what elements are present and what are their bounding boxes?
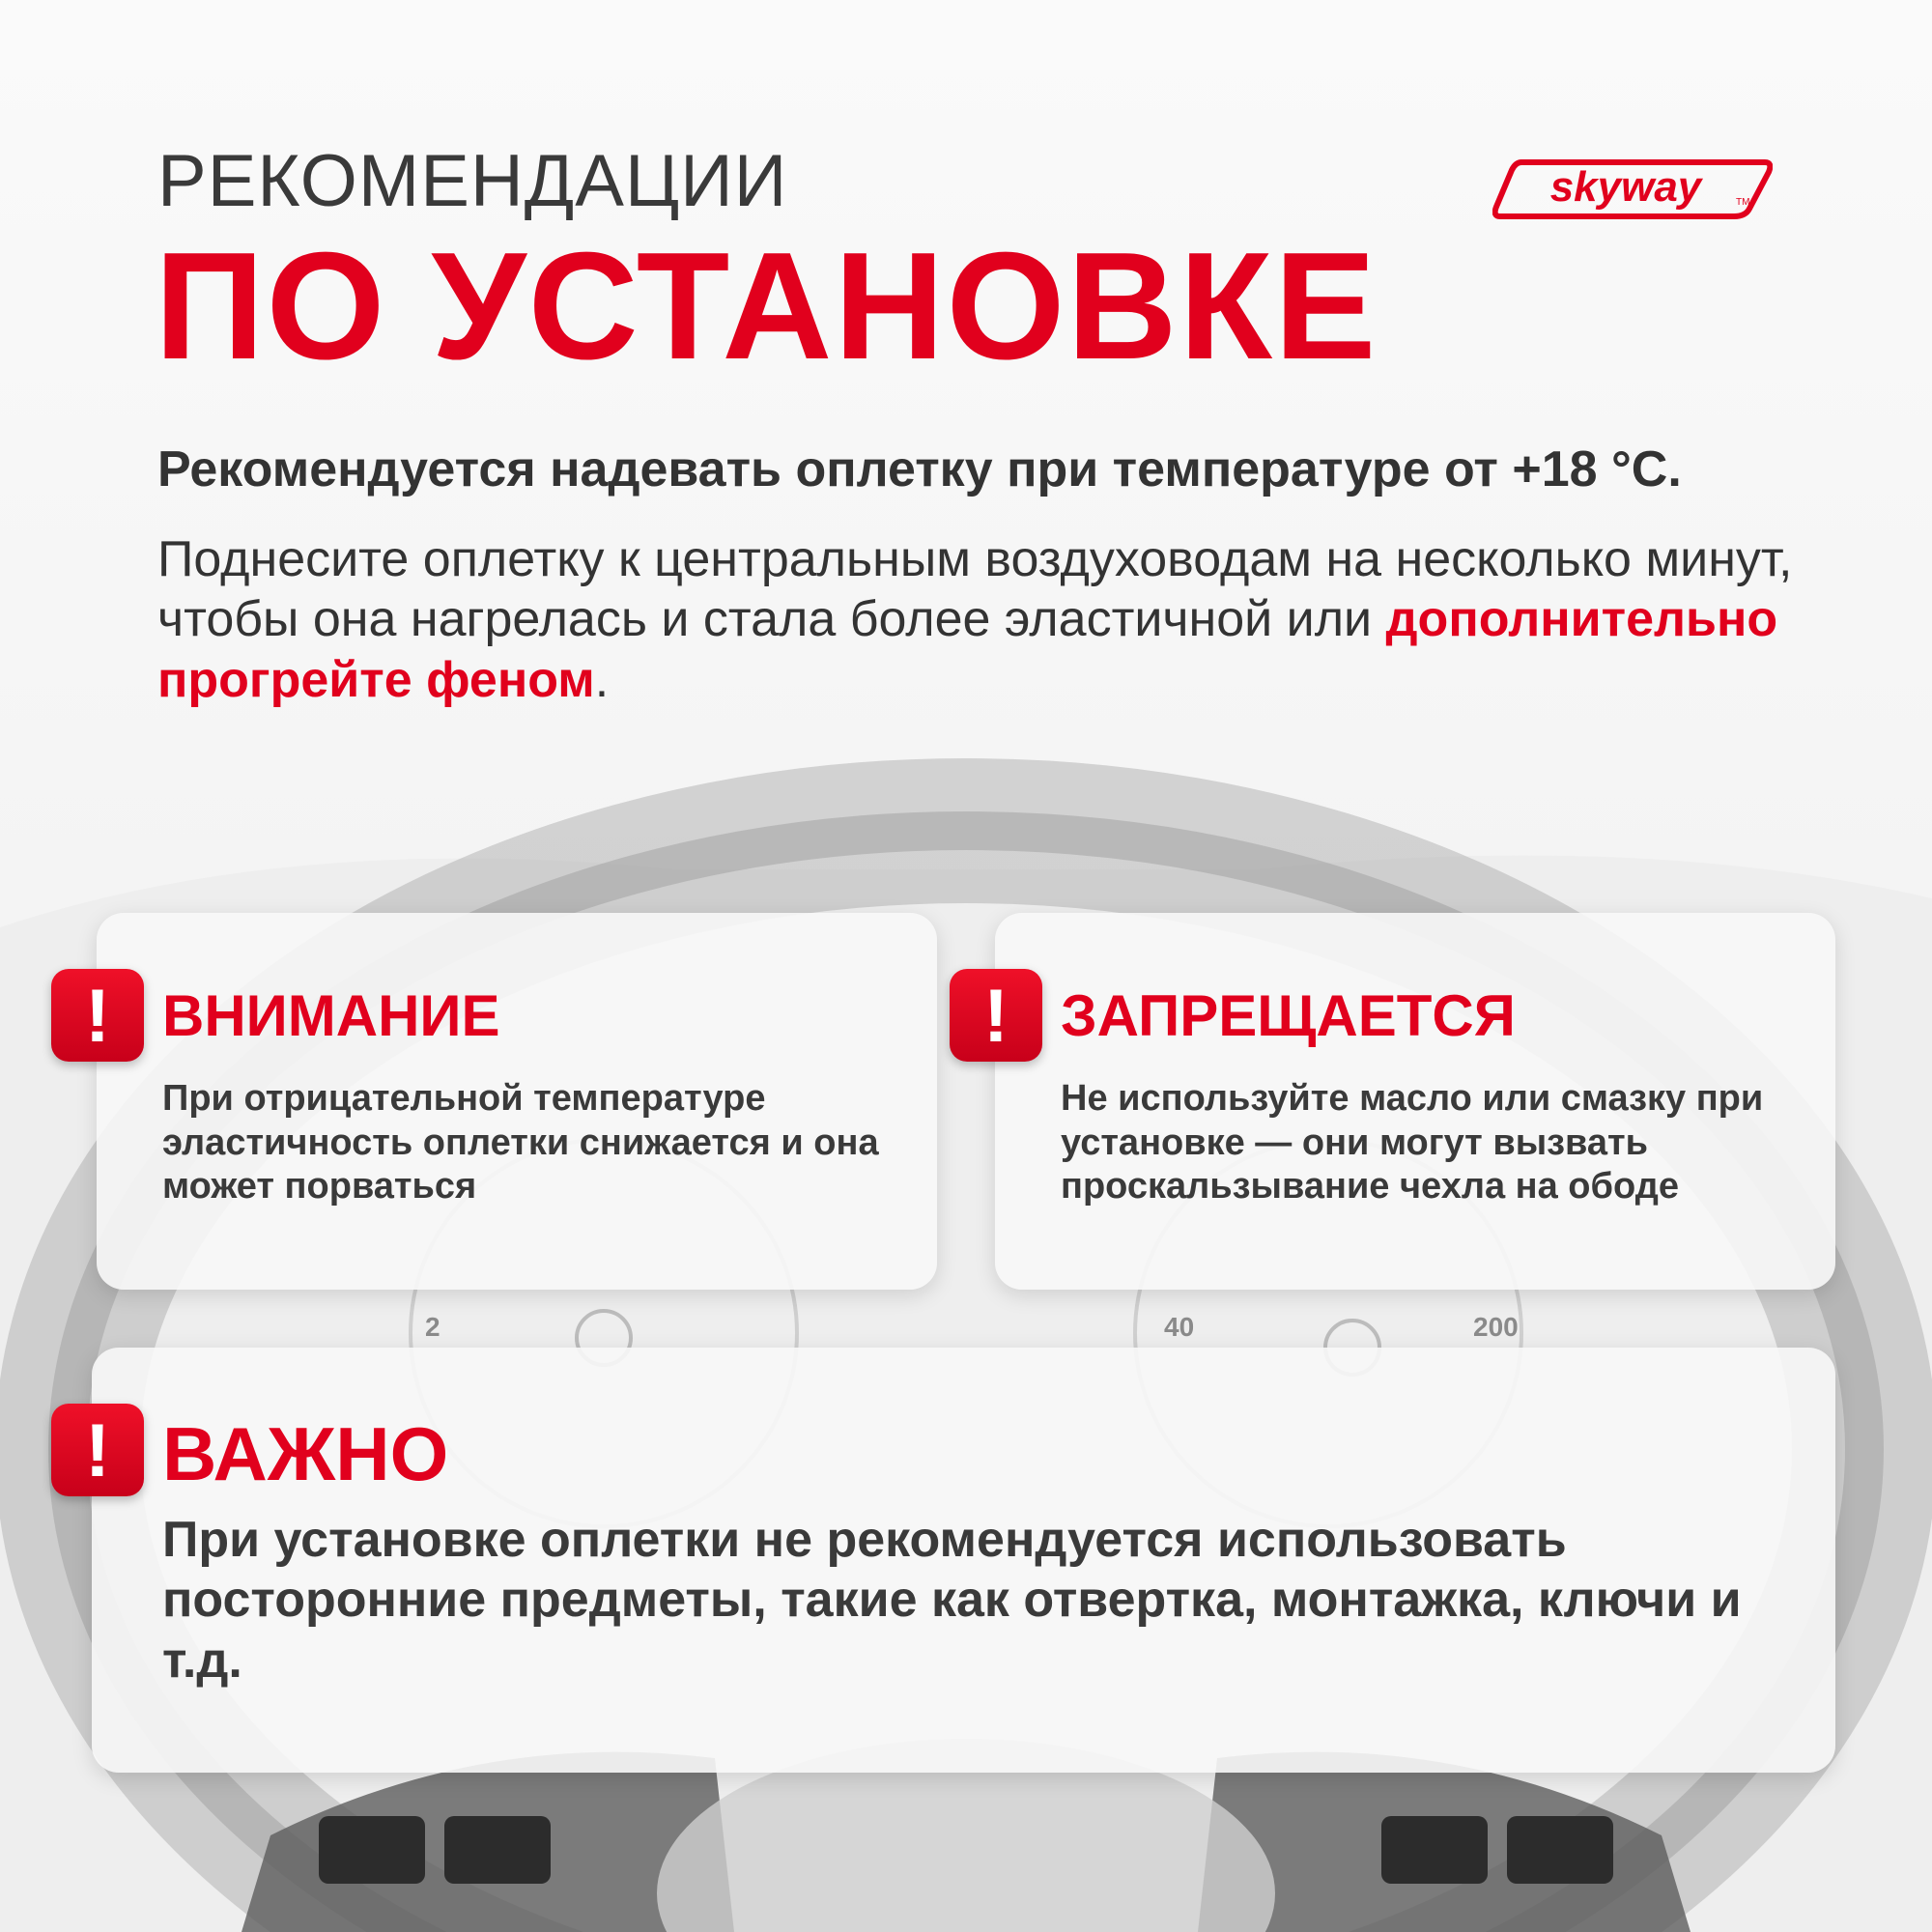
instructions-end: . [594, 651, 610, 708]
skyway-logo [1492, 155, 1773, 222]
exclamation-icon: ! [51, 1404, 144, 1496]
logo-text: skyway [1549, 163, 1702, 211]
instructions-text: Поднесите оплетку к центральным воздуховодам на несколько минут, чтобы она нагрелась и стала более эластичной или [157, 531, 1793, 648]
page-title-line2: ПО УСТАНОВКЕ [155, 221, 1378, 391]
gauge-number: 200 [1473, 1312, 1519, 1342]
important-text: При установке оплетки не рекомендуется использовать посторонние предметы, такие как отвертка, монтажка, ключи и т.д. [162, 1512, 1742, 1689]
warming-instructions [157, 529, 1819, 710]
gauge-number: 40 [1164, 1312, 1195, 1342]
gauge-number: 2 [425, 1312, 440, 1342]
logo-trademark: TM [1736, 197, 1750, 208]
exclamation-icon: ! [51, 969, 144, 1062]
attention-text: При отрицательной температуре эластичность оплетки снижается и она может порваться [162, 1078, 879, 1208]
temperature-recommendation: Рекомендуется надевать оплетку при температуре от +18 °С. [157, 441, 1682, 497]
instructions-accent: дополнительно прогрейте феном [157, 591, 1778, 708]
exclamation-icon: ! [950, 969, 1042, 1062]
page-title-line1: РЕКОМЕНДАЦИИ [157, 140, 788, 222]
forbidden-title: ЗАПРЕЩАЕТСЯ [1061, 983, 1516, 1048]
forbidden-text: Не используйте масло или смазку при установке — они могут вызвать проскальзывание чехла на ободе [1061, 1078, 1764, 1208]
attention-title: ВНИМАНИЕ [162, 983, 500, 1048]
important-title: ВАЖНО [162, 1411, 449, 1496]
